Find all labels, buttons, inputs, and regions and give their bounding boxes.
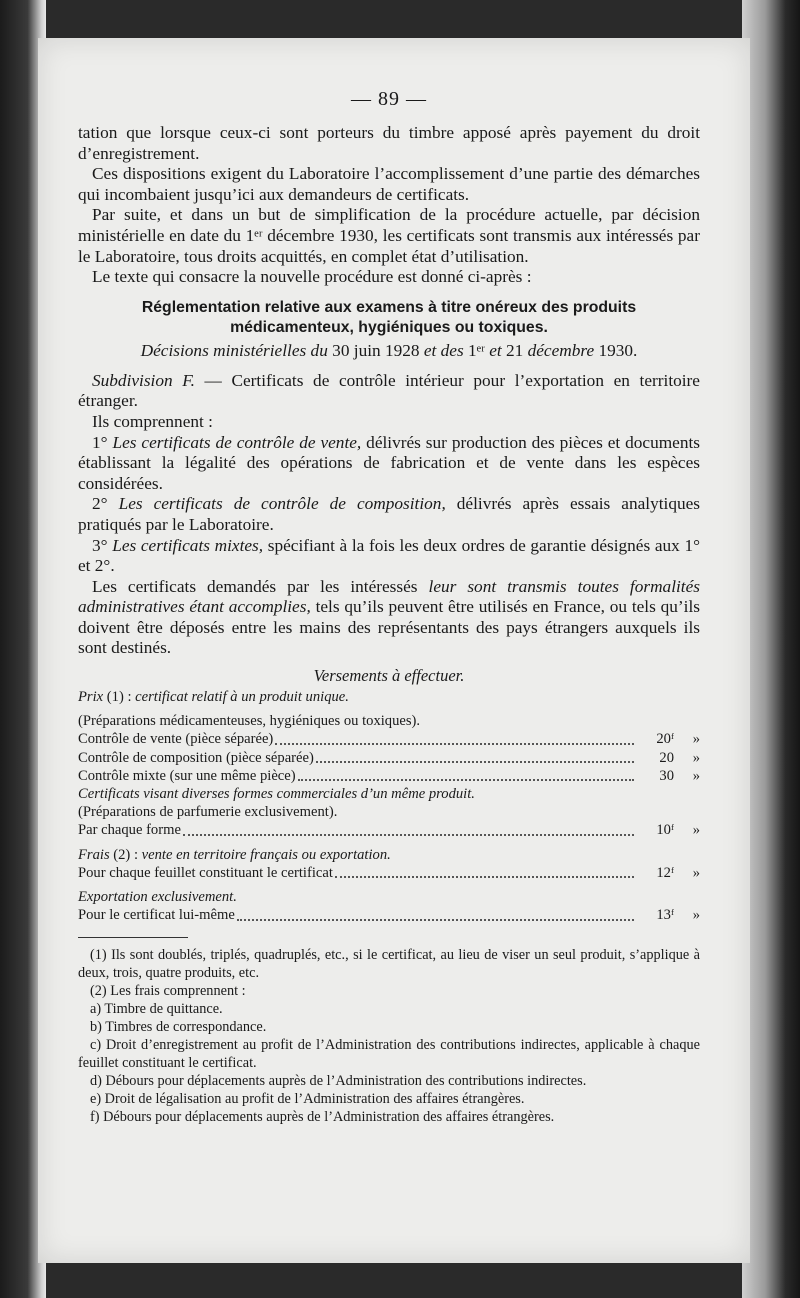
item-text: spécifiant à la fois les deux ordres de garantie désignés aux 1° et 2°. (78, 535, 700, 576)
footnote-ref: (1) : (103, 689, 136, 706)
frais-desc: vente en territoire français ou exportation. (141, 846, 391, 863)
price-value: 12ᶠ (656, 864, 674, 881)
decisions-date: 1ᵉʳ (468, 340, 485, 360)
paragraph (78, 577, 700, 659)
price-cents: » (692, 907, 700, 924)
emphasis: leur sont transmis toutes formalités administratives étant accomplies, (78, 576, 700, 617)
price-row (78, 821, 700, 839)
section-heading: Réglementation relative aux examens à titre onéreux des produits médicamenteux, hygiéniques ou toxiques. (141, 298, 637, 336)
price-label: Pour chaque feuillet constituant le certificat (78, 864, 333, 881)
decisions-text: et des (423, 340, 464, 360)
decisions-text: et (489, 340, 502, 360)
export-line (78, 888, 700, 906)
price-label: Contrôle mixte (sur une même pièce) (78, 767, 296, 784)
price-row (78, 864, 700, 882)
price-cents: » (692, 767, 700, 784)
price-value: 10ᶠ (656, 822, 674, 839)
footnote: (2) Les frais comprennent : (90, 982, 246, 999)
price-value: 20ᶠ (656, 731, 674, 748)
price-cents: » (692, 749, 700, 766)
footnote: b) Timbres de correspondance. (90, 1018, 267, 1035)
paragraph: Ils comprennent : (92, 411, 213, 431)
paragraph: Ces dispositions exigent du Laboratoire l’accomplissement d’une partie des démarches qui incombaient jusqu’ici aux demandeurs de certificats. (78, 164, 700, 204)
price-cents: » (692, 822, 700, 839)
price-row (78, 730, 700, 748)
text: tels qu’ils peuvent être utilisés en France, ou tels qu’ils doivent être déposés entre les mains des représentants des pays étrangers auxquels ils sont destinés. (78, 597, 700, 658)
footnote: (1) Ils sont doublés, triplés, quadruplés, etc., si le certificat, au lieu de viser un seul produit, s’applique à deux, trois, quatre produits, etc. (78, 946, 700, 981)
footnote: d) Débours pour déplacements auprès de l’Administration des contributions indirectes. (90, 1072, 587, 1089)
paragraph: tation que lorsque ceux-ci sont porteurs du timbre apposé après payement du droit d’enregistrement. (78, 123, 700, 163)
preparations-note: (Préparations de parfumerie exclusivement). (78, 804, 338, 821)
item-number: 2° (92, 494, 108, 514)
prix-desc: certificat relatif à un produit unique. (135, 689, 349, 706)
document-page (38, 38, 750, 1263)
subdivision-paragraph (78, 371, 700, 412)
text: Les certificats demandés par les intéressés (92, 576, 429, 596)
book-edge-right (742, 0, 800, 1298)
page-content (78, 88, 700, 1126)
export-text: Exportation exclusivement. (78, 889, 237, 906)
decisions-date: 30 juin 1928 (332, 340, 420, 360)
subdivision-label: Subdivision F. (92, 370, 195, 390)
page-number: — 89 — (351, 88, 427, 110)
decisions-text: décembre (527, 340, 595, 360)
footnote: e) Droit de légalisation au profit de l’Administration des affaires étrangères. (90, 1090, 525, 1107)
paragraph: Le texte qui consacre la nouvelle procédure est donné ci-après : (92, 267, 532, 287)
footnote: f) Débours pour déplacements auprès de l’Administration des affaires étrangères. (90, 1108, 555, 1125)
price-row (78, 749, 700, 767)
item-title: Les certificats mixtes, (112, 535, 264, 555)
prix-line (78, 688, 700, 706)
item-text: délivrés sur production des pièces et documents établissant la légalité des opérations de fabrication et de vente dans les espèces considérées. (78, 432, 701, 493)
item-title: Les certificats de contrôle de composition, (118, 494, 446, 514)
price-row (78, 906, 700, 924)
frais-label: Frais (78, 846, 110, 863)
prix-label: Prix (78, 689, 104, 706)
decisions-line (78, 340, 700, 361)
item-text: délivrés après essais analytiques pratiqués par le Laboratoire. (78, 494, 700, 534)
price-label: Contrôle de vente (pièce séparée) (78, 731, 274, 748)
frais-line (78, 846, 700, 864)
paragraph: Par suite, et dans un but de simplification de la procédure actuelle, par décision ministérielle en date du 1ᵉʳ décembre 1930, les certificats sont transmis aux intéressés par le Laboratoire, tous droits acquittés, en complet état d’utilisation. (78, 205, 700, 266)
decisions-text: Décisions ministérielles du (140, 340, 328, 360)
price-cents: » (692, 731, 700, 748)
decisions-date: 1930. (598, 340, 638, 360)
item-title: Les certificats de contrôle de vente, (112, 432, 362, 452)
price-value: 30 (659, 767, 674, 784)
footnote: a) Timbre de quittance. (90, 1000, 223, 1017)
item-number: 1° (92, 432, 108, 452)
decisions-date: 21 (506, 340, 524, 360)
visant-text: Certificats visant diverses formes commerciales d’un même produit. (78, 786, 475, 803)
item-number: 3° (92, 535, 108, 555)
subdivision-text: — Certificats de contrôle intérieur pour l’exportation en territoire étranger. (78, 370, 700, 411)
price-label: Contrôle de composition (pièce séparée) (78, 749, 314, 766)
preparations-note: (Préparations médicamenteuses, hygiéniques ou toxiques). (78, 713, 421, 730)
footnote-rule (78, 937, 188, 938)
visant-line (78, 785, 700, 803)
list-item (78, 536, 700, 577)
footnote-ref: (2) : (109, 846, 142, 863)
list-item (78, 433, 700, 495)
versements-heading: Versements à effectuer. (313, 666, 465, 686)
price-value: 13ᶠ (656, 907, 674, 924)
price-row (78, 767, 700, 785)
price-cents: » (692, 864, 700, 881)
price-value: 20 (659, 749, 674, 766)
price-label: Pour le certificat lui-même (78, 907, 235, 924)
footnote: c) Droit d’enregistrement au profit de l’Administration des contributions indirectes, applicable à chaque feuillet constituant le certificat. (78, 1036, 700, 1071)
list-item (78, 494, 700, 535)
price-label: Par chaque forme (78, 822, 181, 839)
